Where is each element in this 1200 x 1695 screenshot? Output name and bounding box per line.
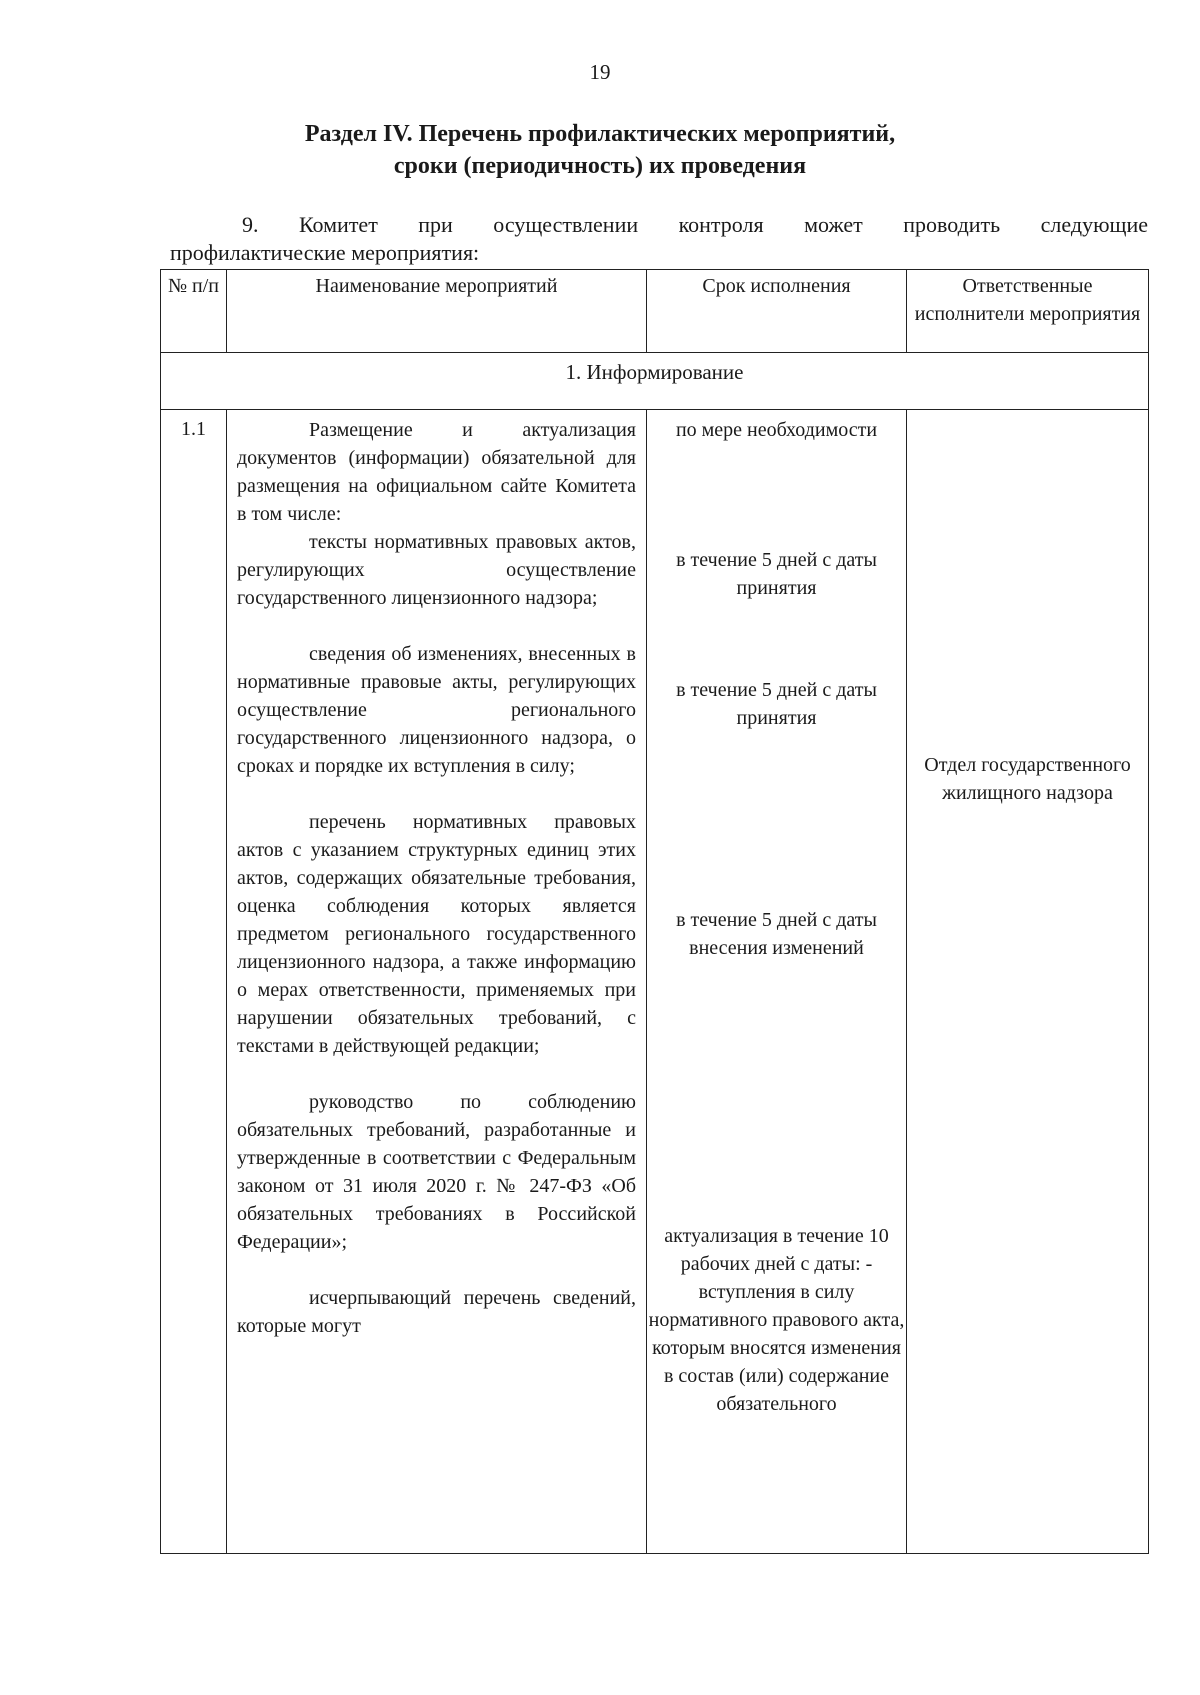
item-term: в течение 5 дней с даты принятия <box>676 549 877 599</box>
row-term-cell <box>647 410 907 1554</box>
row-number: 1.1 <box>161 410 227 1554</box>
item-name: тексты нормативных правовых актов, регулирующих осуществление государственного лицензионного надзора; <box>237 531 636 609</box>
table-row <box>161 410 1149 1554</box>
header-name: Наименование мероприятий <box>227 270 647 353</box>
item-name: перечень нормативных правовых актов с указанием структурных единиц этих актов, содержащих обязательные требования, оценка соблюдения которых является предметом регионального государственного лицензионного надзора, а также информацию о мерах ответственности, применяемых при нарушении обязательных требований, с текстами в действующей редакции; <box>237 811 636 1057</box>
item-term: актуализация в течение 10 рабочих дней с даты: - вступления в силу нормативного правового акта, которым вносятся изменения в состав (или) содержание обязательного <box>648 1225 905 1415</box>
events-table <box>160 269 1149 1554</box>
row-responsible-cell <box>907 410 1149 1554</box>
group-row <box>161 353 1149 410</box>
page-number: 19 <box>589 60 611 84</box>
item-name: руководство по соблюдению обязательных требований, разработанные и утвержденные в соответствии с Федеральным законом от 31 июля 2020 г. № 247-ФЗ «Об обязательных требованиях в Российской Федерации»; <box>237 1091 636 1253</box>
item-name: исчерпывающий перечень сведений, которые могут <box>237 1287 636 1337</box>
section-title-line-1: Раздел IV. Перечень профилактических мероприятий, <box>304 121 896 147</box>
item-term: в течение 5 дней с даты внесения изменений <box>676 909 877 959</box>
intro-paragraph <box>170 211 1148 267</box>
header-term: Срок исполнения <box>647 270 907 353</box>
responsible-department: Отдел государственного жилищного надзора <box>924 754 1131 804</box>
intro-line-2: профилактические мероприятия: <box>170 240 480 265</box>
section-title <box>0 118 1200 182</box>
intro-line-1: 9. Комитет при осуществлении контроля может проводить следующие <box>242 212 1148 237</box>
item-term: по мере необходимости <box>675 419 878 441</box>
section-title-line-2: сроки (периодичность) их проведения <box>393 153 807 179</box>
item-term: в течение 5 дней с даты принятия <box>676 679 877 729</box>
item-name: Размещение и актуализация документов (информации) обязательной для размещения на официальном сайте Комитета в том числе: <box>237 419 636 525</box>
group-title: 1. Информирование <box>161 353 1149 410</box>
row-name-cell <box>227 410 647 1554</box>
header-responsible: Ответственные исполнители мероприятия <box>907 270 1149 353</box>
item-name: сведения об изменениях, внесенных в нормативные правовые акты, регулирующих осуществление регионального государственного лицензионного надзора, о сроках и порядке их вступления в силу; <box>237 643 636 777</box>
header-num: № п/п <box>161 270 227 353</box>
table-header-row <box>161 270 1149 353</box>
